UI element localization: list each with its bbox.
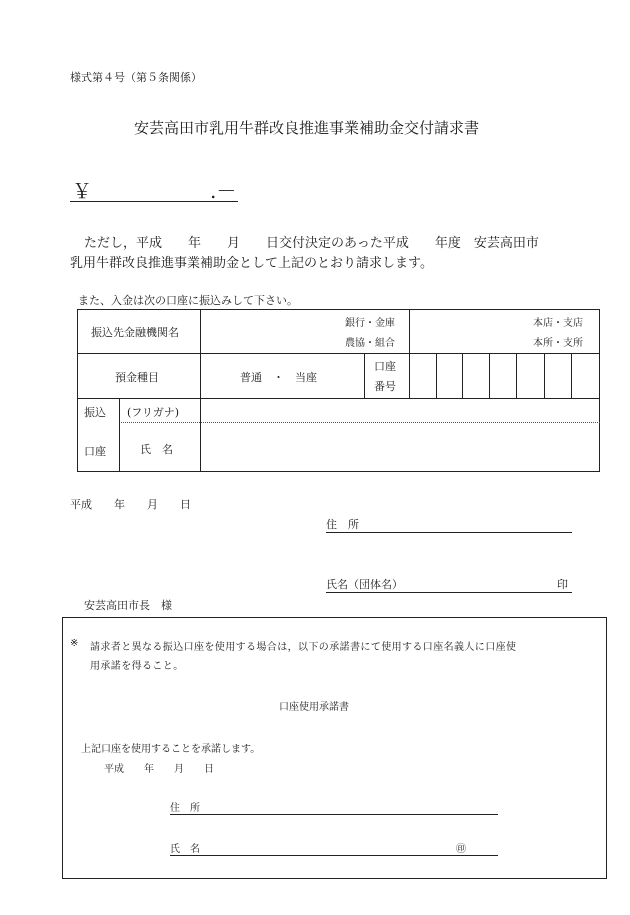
account-note: また、入金は次の口座に振込みして下さい。	[78, 294, 298, 307]
amount-suffix: .－	[210, 179, 237, 203]
addressee: 安芸高田市長 様	[84, 599, 172, 612]
branch-type-2: 本所・支所	[533, 338, 583, 349]
yen-sign: ￥	[72, 179, 92, 203]
note-mark: ※	[70, 638, 79, 649]
consent-address-field[interactable]	[170, 799, 498, 815]
consent-note-2: 用承諾を得ること。	[90, 661, 184, 672]
date-line: 平成 年 月 日	[70, 498, 191, 511]
transfer-label: 振込	[84, 406, 106, 419]
name-org-field[interactable]	[326, 576, 572, 593]
seal-mark: 印	[557, 578, 568, 591]
name-org-label: 氏名（団体名）	[326, 578, 403, 591]
deposit-value[interactable]: 普通 ・ 当座	[240, 371, 317, 384]
page-title: 安芸高田市乳用牛群改良推進事業補助金交付請求書	[134, 119, 480, 137]
deposit-label: 預金種目	[115, 371, 159, 384]
branch-type-1: 本店・支店	[533, 318, 583, 329]
body-line-1: ただし，平成 年 月 日交付決定のあった平成 年度 安芸高田市	[84, 236, 539, 251]
consent-title: 口座使用承諾書	[279, 702, 349, 713]
amount-field[interactable]	[70, 177, 238, 202]
furigana-label: (フリガナ)	[127, 406, 180, 419]
consent-statement: 上記口座を使用することを承諾します。	[81, 744, 261, 755]
consent-name-field[interactable]	[170, 840, 498, 856]
consent-name-label: 氏 名	[170, 844, 200, 855]
holder-name-label: 氏 名	[140, 443, 173, 456]
account-no-label-1: 口座	[374, 360, 396, 373]
address-label: 住 所	[326, 518, 359, 531]
consent-note-1: 請求者と異なる振込口座を使用する場合は，以下の承諾書にて使用する口座名義人に口座使	[90, 642, 517, 653]
bank-type-2: 農協・組合	[345, 338, 395, 349]
account-label: 口座	[84, 445, 106, 458]
body-line-2: 乳用牛群改良推進事業補助金として上記のとおり請求します。	[70, 256, 433, 271]
account-no-label-2: 番号	[374, 380, 396, 393]
bank-type-1: 銀行・金庫	[345, 318, 395, 329]
consent-seal-mark: ㊞	[456, 844, 466, 855]
consent-address-label: 住 所	[170, 803, 200, 814]
address-field[interactable]	[326, 516, 572, 533]
form-number: 様式第４号（第５条関係）	[70, 71, 202, 84]
consent-date-line: 平成 年 月 日	[104, 764, 214, 775]
bank-label: 振込先金融機関名	[91, 326, 179, 339]
